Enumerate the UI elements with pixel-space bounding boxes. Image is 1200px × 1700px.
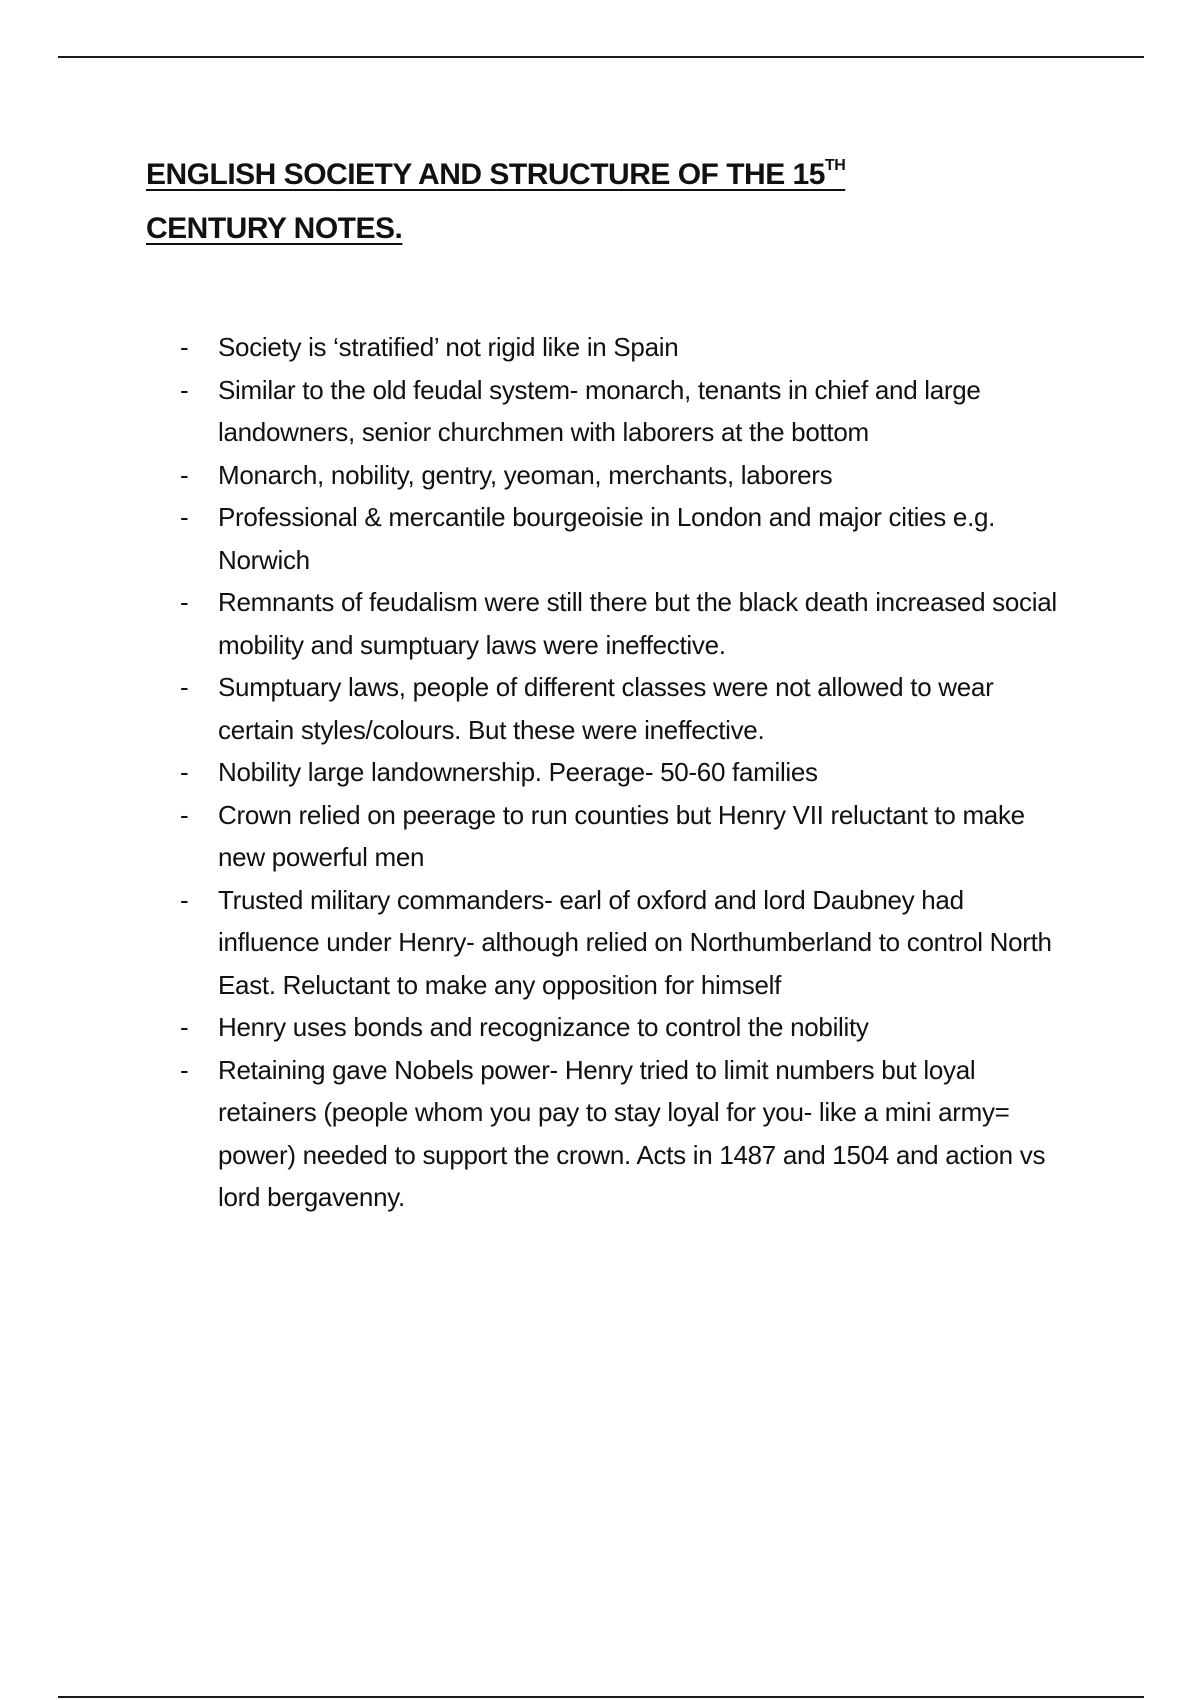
bullet-text: Professional & mercantile bourgeoisie in London and major cities e.g. Norwich: [218, 502, 996, 575]
bullet-dash: -: [180, 459, 189, 490]
bullet-item: [180, 326, 1060, 369]
bullet-item: [180, 1006, 1060, 1049]
bullet-item: [180, 666, 1060, 751]
bullet-item: [180, 369, 1060, 454]
bullet-text: Retaining gave Nobels power- Henry tried to limit numbers but loyal retainers (people whom you pay to stay loyal for you- like a mini army= power) needed to support the crown. Acts in 1487 and 1504 and action vs lord bergavenny.: [218, 1054, 1046, 1212]
title-line-2: CENTURY NOTES.: [146, 212, 403, 245]
bullet-text: Nobility large landownership. Peerage- 50-60 families: [218, 757, 818, 787]
bullet-text: Henry uses bonds and recognizance to control the nobility: [218, 1012, 869, 1042]
bullet-item: [180, 751, 1060, 794]
bullet-item: [180, 1049, 1060, 1219]
bullet-text: Monarch, nobility, gentry, yeoman, merchants, laborers: [218, 459, 833, 490]
bullet-item: [180, 794, 1060, 879]
bullet-text: Trusted military commanders- earl of oxford and lord Daubney had influence under Henry- although relied on Northumberland to control North East. Reluctant to make any opposition for himself: [218, 884, 1052, 1000]
bullet-item: [180, 879, 1060, 1007]
bullet-item: [180, 581, 1060, 666]
bullet-dash: -: [180, 502, 189, 532]
bullet-text: Sumptuary laws, people of different classes were not allowed to wear certain styles/colours. But these were ineffective.: [218, 672, 994, 745]
document-title: [146, 148, 1066, 256]
bullet-dash: -: [180, 374, 189, 405]
bullet-dash: -: [180, 587, 189, 617]
footer-rule: [58, 1696, 1144, 1698]
bullet-list: [180, 326, 1060, 1219]
bullet-dash: -: [180, 332, 189, 362]
bullet-dash: -: [180, 1054, 189, 1085]
bullet-dash: -: [180, 1012, 189, 1042]
bullet-text: Crown relied on peerage to run counties but Henry VII reluctant to make new powerful men: [218, 799, 1025, 872]
bullet-item: [180, 454, 1060, 497]
title-line-1: [146, 148, 1066, 202]
title-superscript: TH: [824, 157, 846, 174]
bullet-dash: -: [180, 884, 189, 915]
bullet-text: Remnants of feudalism were still there but the black death increased social mobility and sumptuary laws were ineffective.: [218, 587, 1057, 660]
title-text: ENGLISH SOCIETY AND STRUCTURE OF THE 15: [146, 158, 825, 191]
bullet-dash: -: [180, 799, 189, 830]
bullet-text: Society is ‘stratified’ not rigid like in Spain: [218, 332, 679, 362]
document-body: [146, 148, 1066, 1212]
header-rule: [58, 56, 1144, 58]
bullet-item: [180, 496, 1060, 581]
bullet-dash: -: [180, 757, 189, 787]
bullet-text: Similar to the old feudal system- monarch, tenants in chief and large landowners, senior churchmen with laborers at the bottom: [218, 374, 981, 447]
bullet-dash: -: [180, 672, 189, 702]
